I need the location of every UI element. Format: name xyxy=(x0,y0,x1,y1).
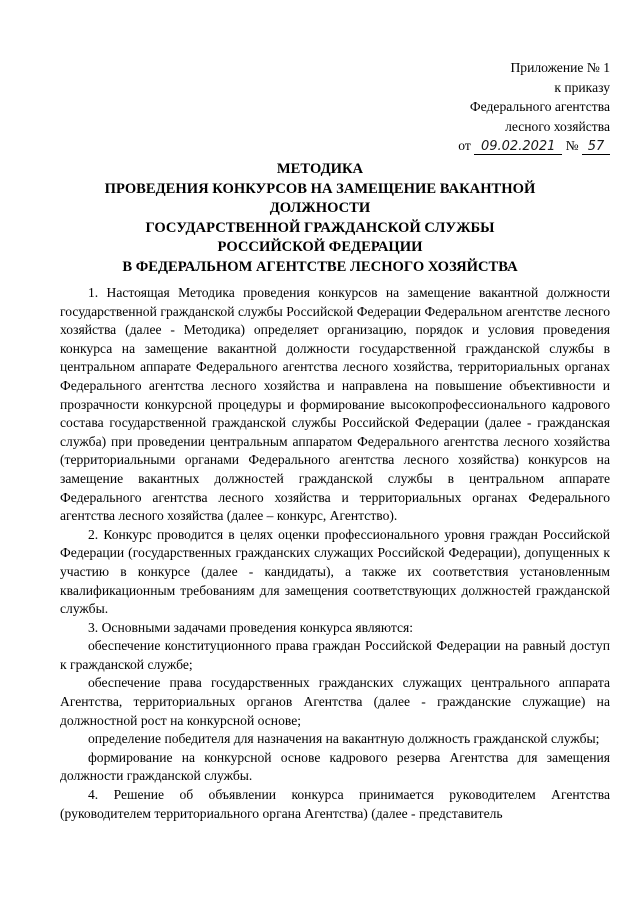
annex-agency: Федерального агентства xyxy=(469,99,610,114)
paragraph: 2. Конкурс проводится в целях оценки профессионального уровня граждан Российской Федерации (государственных гражданских служащих Российской Федерации), допущенных к участию в конкурсе (далее - кандидаты), а также их соответствия установленным квалификационным требованиям для замещения соответствующих должностей гражданской службы. xyxy=(60,526,610,617)
paragraph: 3. Основными задачами проведения конкурса являются: xyxy=(88,619,414,635)
annex-date: 09.02.2021 xyxy=(474,139,562,155)
annex-header xyxy=(458,58,610,156)
title-line: В ФЕДЕРАЛЬНОМ АГЕНТСТВЕ ЛЕСНОГО ХОЗЯЙСТВА xyxy=(122,258,518,275)
annex-date-line xyxy=(458,136,610,156)
paragraph: 4. Решение об объявлении конкурса принимается руководителем Агентства (руководителем территориального органа Агентства) (далее - представитель xyxy=(60,787,610,821)
document-title xyxy=(60,160,580,277)
title-line: ГОСУДАРСТВЕННОЙ ГРАЖДАНСКОЙ СЛУЖБЫ xyxy=(145,219,495,236)
title-line: ПРОВЕДЕНИЯ КОНКУРСОВ НА ЗАМЕЩЕНИЕ ВАКАНТНОЙ xyxy=(104,180,536,197)
annex-number: Приложение № 1 xyxy=(510,60,610,75)
annex-order-number: 57 xyxy=(582,139,610,155)
paragraph: определение победителя для назначения на вакантную должность гражданской службы; xyxy=(88,731,600,747)
document-body xyxy=(60,284,610,823)
paragraph: обеспечение конституционного права граждан Российской Федерации на равный доступ к гражданской службе; xyxy=(60,638,610,672)
paragraph: формирование на конкурсной основе кадрового резерва Агентства для замещения должности гражданской службы. xyxy=(60,749,610,784)
title-line: ДОЛЖНОСТИ xyxy=(269,200,371,216)
title-line: РОССИЙСКОЙ ФЕДЕРАЦИИ xyxy=(217,239,423,255)
annex-number-label: № xyxy=(565,138,579,153)
annex-from-label: от xyxy=(458,138,471,153)
paragraph: обеспечение права государственных гражданских служащих центрального аппарата Агентства, территориальных органов Агентства (далее - гражданские служащие) на должностной рост на конкурсной основе; xyxy=(60,675,610,728)
annex-order-ref: к приказу xyxy=(554,79,610,95)
title-line: МЕТОДИКА xyxy=(276,161,364,177)
annex-agency-cont: лесного хозяйства xyxy=(505,118,610,134)
paragraph: 1. Настоящая Методика проведения конкурсов на замещение вакантной должности государственной гражданской службы Российской Федерации Федеральном агентстве лесного хозяйства (далее - Методика) определяет организацию, порядок и условия проведения конкурса на замещение вакантной должности государственной гражданской службы в центральном аппарате Федерального агентства лесного хозяйства, территориальных органах Федерального агентства лесного хозяйства и направлена на повышение объективности и прозрачности конкурсной процедуры и формирование высокопрофессионального кадрового состава государственной гражданской службы Российской Федерации (далее - гражданская служба) при проведении центральным аппаратом Федерального агентства лесного хозяйства (территориальными органами Федерального агентства лесного хозяйства) конкурсов на замещение вакантных должностей гражданской службы в центральном аппарате Федерального агентства лесного хозяйства и территориальных органах Федерального агентства лесного хозяйства (далее – конкурс, Агентство). xyxy=(60,285,610,524)
